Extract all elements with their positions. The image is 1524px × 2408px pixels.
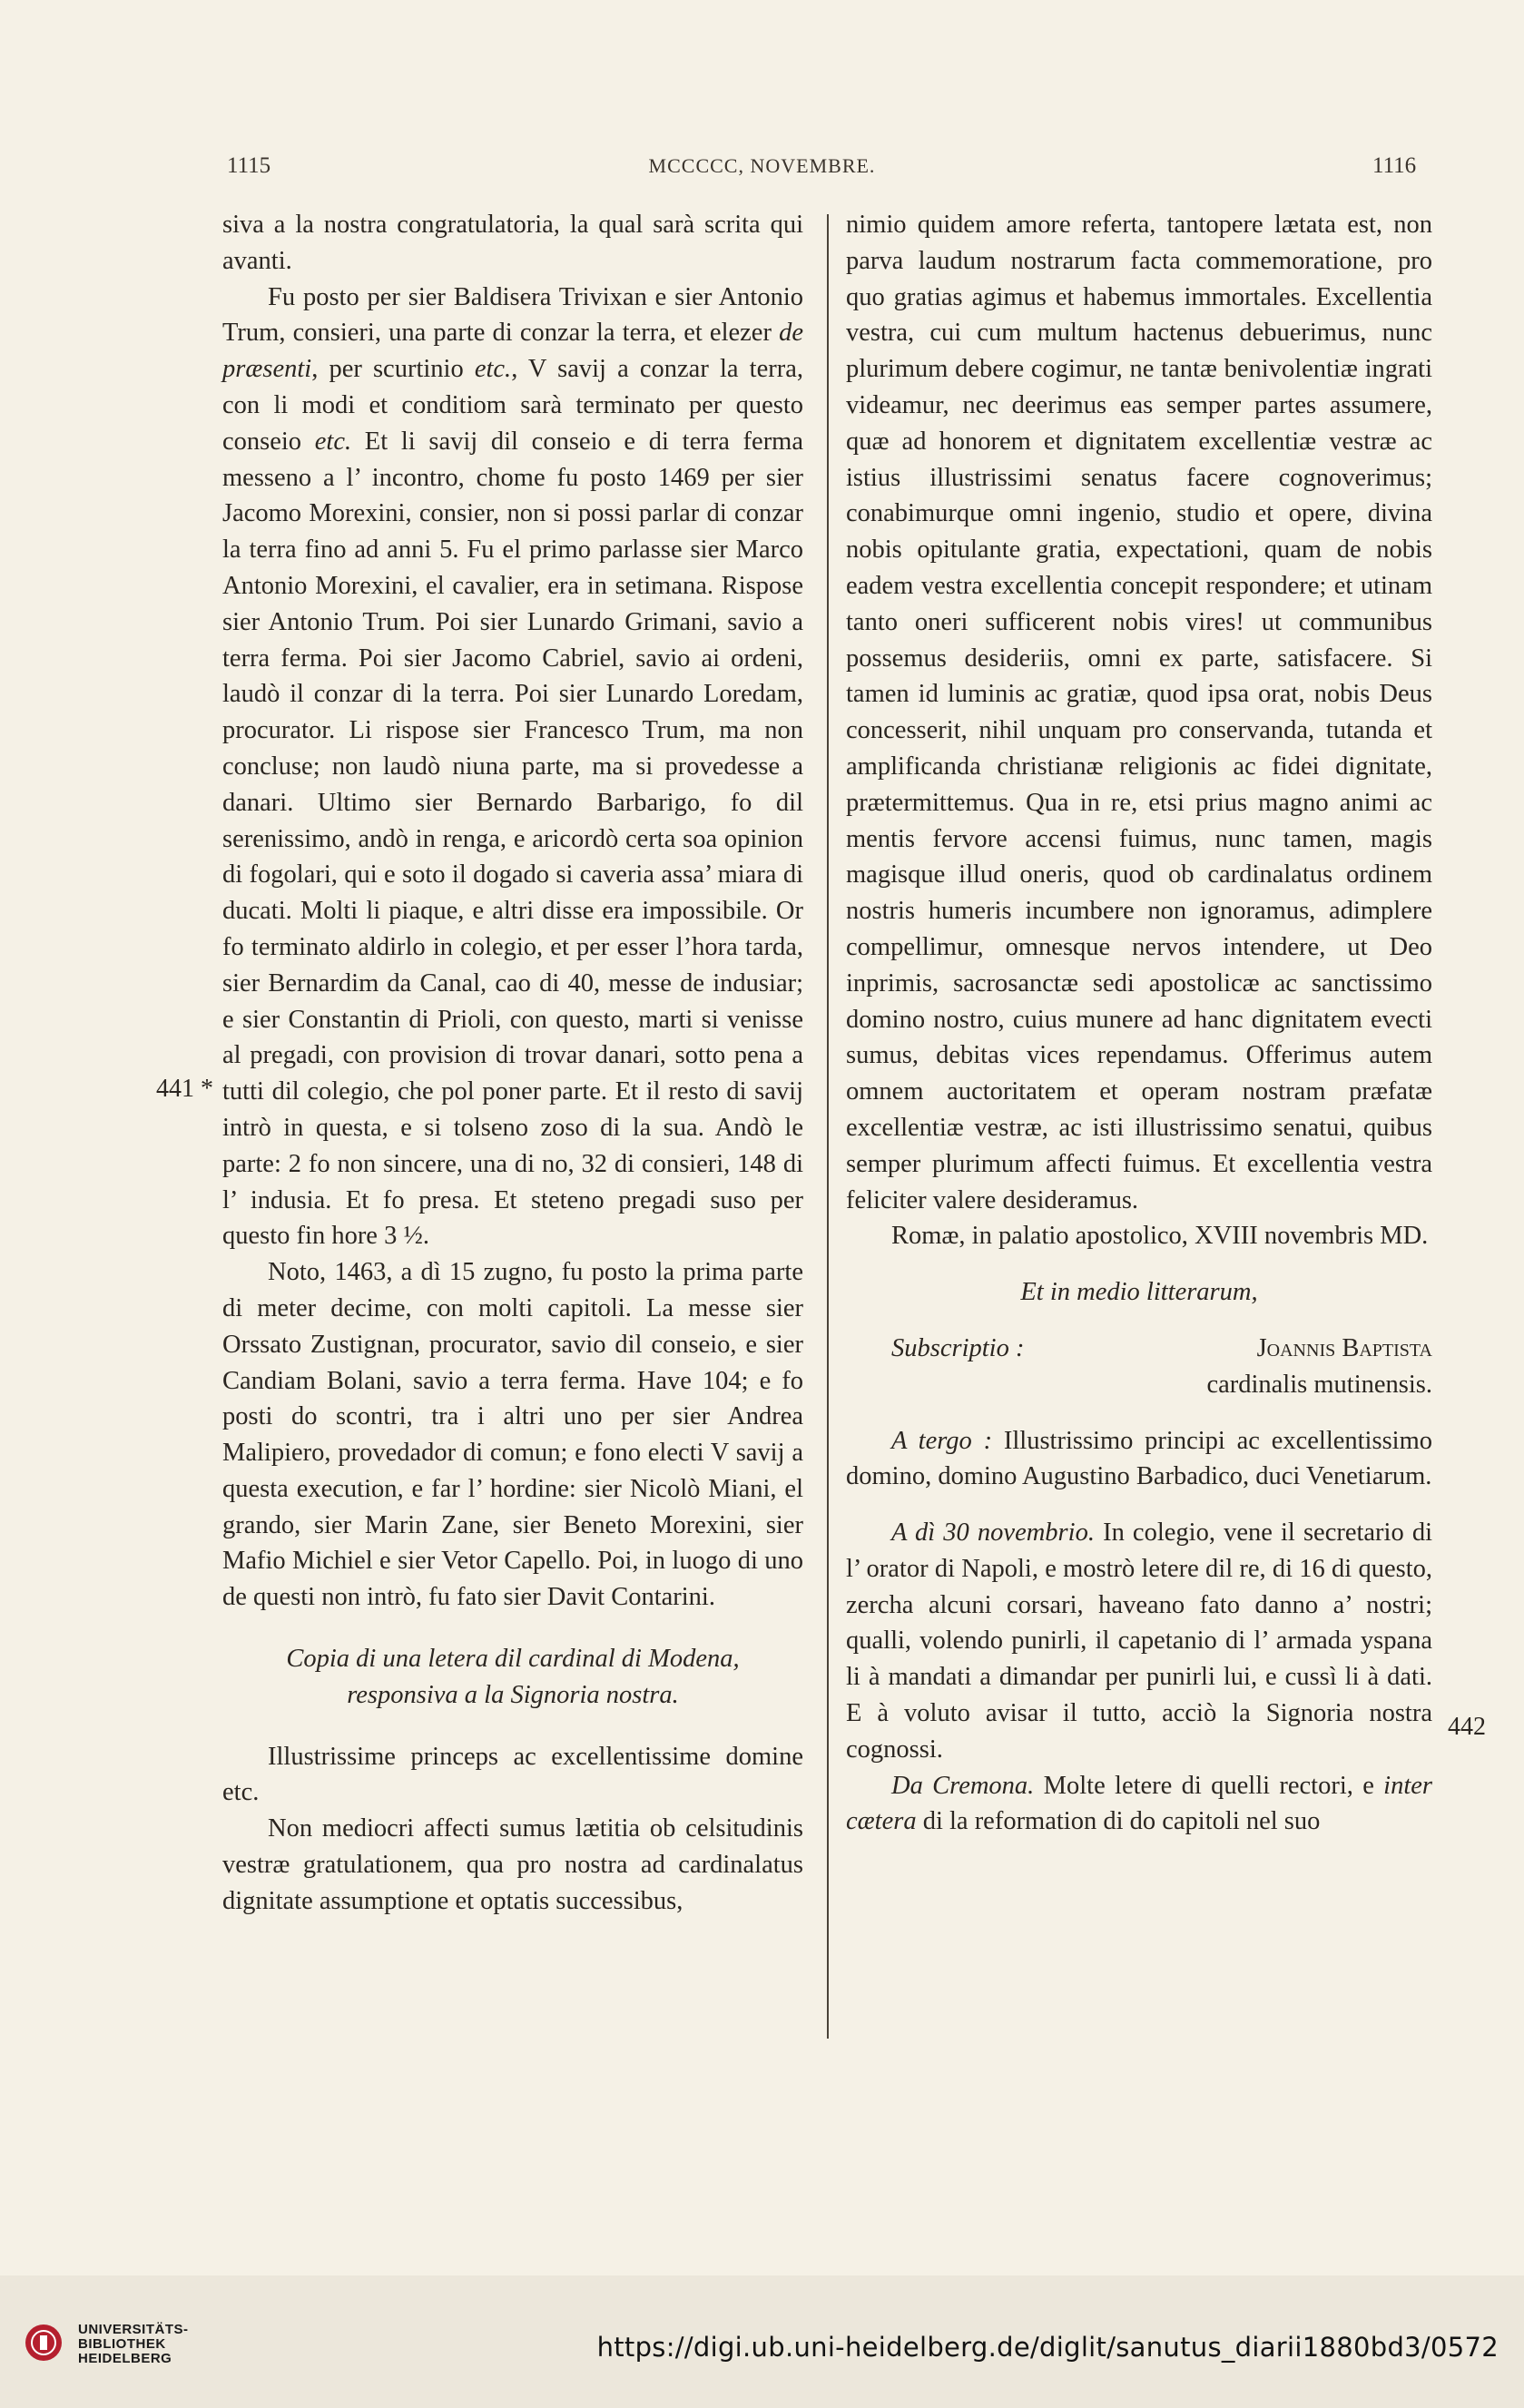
paragraph: nimio quidem amore referta, tantopere lætata est, non parva laudum nostrarum facta commemoratione, pro quo gratias agimus et habemus immortales. Excellentia vestra, cui cum multum hactenus debuerimus, nunc plurimum debere cogimur, ne tantæ benivolentiæ ingrati videamur, nec deerimus eas semper partes assumere, quæ ad honorem et dignitatem excellentiæ vestræ ac istius illustrissimi senatus facere cognoverimus; conabimurque omni ingenio, studio et opere, divina nobis opitulante gratia, expectationi, quam de nobis eadem vestra excellentia concepit respondere; et utinam tanto oneri sufficerent nobis vires! ut communibus possemus desideriis, omni ex parte, satisfacere. Si tamen id luminis ac gratiæ, quod ipsa orat, nobis Deus concesserit, nihil unquam pro conservanda, tutanda et amplificanda christianæ religionis ac fidei dignitate, prætermittemus. Qua in re, etsi prius magno animi ac mentis fervore accensi fuimus, nunc tamen, magis magisque illud oneris, quod ob cardinalatus ordinem nostris humeris incumbere non ignoramus, adimplere compellimur, omnesque nervos intendere, ut Deo inprimis, sacrosanctæ sedi apostolicæ ac sanctissimo domino nostro, cuius munere ad hanc dignitatem evecti sumus, debitas vices rependamus. Offerimus autem omnem auctoritatem et operam nostram præfatæ excellentiæ vestræ, ac isti illustrissimo senatui, quibus semper plurimum affecti fuimus. Et excellentia vestra feliciter valere desideramus. (846, 211, 1432, 1214)
university-seal-icon (24, 2323, 64, 2363)
subscription-line: Subscriptio : Joannis Baptista (891, 1333, 1432, 1362)
right-page-number: 1116 (1372, 153, 1417, 178)
left-column (222, 207, 803, 1920)
source-url-link[interactable]: https://digi.ub.uni-heidelberg.de/diglit/sanutus_diarii1880bd3/0572 (596, 2332, 1499, 2363)
paragraph: Et in medio litterarum, (1020, 1278, 1258, 1307)
column-divider (827, 214, 829, 2039)
paragraph: Romæ, in palatio apostolico, XVIII novembris MD. (891, 1222, 1429, 1251)
paragraph: siva a la nostra congratulatoria, la qual sarà scrita qui avanti. (222, 211, 803, 275)
paragraph: Da Cremona. Molte letere di quelli rectori, e inter cætera di la reformation di do capitoli nel suo (846, 1771, 1432, 1836)
running-header: MCCCCC, NOVEMBRE. (648, 154, 876, 177)
letter-heading: Copia di una letera dil cardinal di Modena, responsiva a la Signoria nostra. (286, 1645, 740, 1709)
paragraph: Non mediocri affecti sumus lætitia ob celsitudinis vestræ gratulationem, qua pro nostra ad cardinalatus dignitate assumptione et optatis successibus, (222, 1814, 803, 1915)
paragraph: cardinalis mutinensis. (1206, 1370, 1432, 1399)
paragraph: Fu posto per sier Baldisera Trivixan e sier Antonio Trum, consieri, una parte di conzar la terra, et elezer de præsenti, per scurtinio etc., V savij a conzar la terra, con li modi et conditiom sarà terminato per questo conseio etc. Et li savij dil conseio e di terra ferma messeno a l’ incontro, chome fu posto 1469 per sier Jacomo Morexini, consier, non si possi parlar di conzar la terra fino ad anni 5. Fu el primo parlasse sier Marco Antonio Morexini, el cavalier, era in setimana. Rispose sier Antonio Trum. Poi sier Lunardo Grimani, savio a terra ferma. Poi sier Jacomo Cabriel, savio ai ordeni, laudò il conzar di la terra. Poi sier Lunardo Loredam, procurator. Li rispose sier Francesco Trum, ma non concluse; non laudò niuna parte, ma si provedesse a danari. Ultimo sier Bernardo Barbarigo, fo dil serenissimo, andò in renga, e aricordò certa soa opinion di fogolari, qui e soto il dogado si caveria assa’ miara di ducati. Molti li piaque, e altri disse era impossibile. Or fo terminato aldirlo in colegio, et per esser l’hora tarda, sier Bernardim da Canal, cao di 40, messe de indusiar; e sier Constantin di Prioli, con questo, marti si venisse al pregadi, con provision di trovar danari, sotto pena a tutti dil colegio, che pol poner parte. Et il resto di savij intrò in questa, e si tolseno zoso di la sua. Andò le parte: 2 fo non sincere, una di no, 32 di consieri, 148 di l’ indusia. Et fo presa. Et steteno pregadi suso per questo fin hore 3 ½. (222, 282, 803, 1251)
paragraph: Noto, 1463, a dì 15 zugno, fu posto la prima parte di meter decime, con molti capitoli. La messe sier Orssato Zustignan, procurator, savio dil conseio, e sier Candiam Bolani, savio a terra ferma. Have 104; e fo posti do scontri, tra i altri uno per sier Andrea Malipiero, provedador di comun; e fono electi V savij a questa execution, e far l’ hordine: sier Nicolò Miani, el grando, sier Marin Zane, sier Beneto Morexini, sier Mafio Michiel e sier Vetor Capello. Poi, in luogo di uno de questi non intrò, fu fato sier Davit Contarini. (222, 1258, 803, 1612)
footer-bar (0, 2275, 1524, 2408)
margin-reference-left: 441 * (156, 1075, 213, 1103)
margin-reference-right: 442 (1448, 1713, 1486, 1741)
paragraph: A dì 30 novembrio. In colegio, vene il secretario di l’ orator di Napoli, e mostrò letere dil re, di 16 di questo, zercha alcuni corsari, haveano fato danno a’ nostri; qualli, volendo punirli, il capetanio di l’ armada yspana li à mandati a dimandar per punirli lui, e cussì li à dati. E à voluto avisar il tutto, acciò la Signoria nostra cognossi. (846, 1519, 1432, 1764)
library-logo-text: UNIVERSITÄTS- BIBLIOTHEK HEIDELBERG (78, 2322, 189, 2366)
paragraph: Illustrissime princeps ac excellentissime domine etc. (222, 1742, 803, 1807)
paragraph: A tergo : Illustrissimo principi ac excellentissimo domino, domino Augustino Barbadico, duci Venetiarum. (846, 1426, 1432, 1491)
left-page-number: 1115 (227, 153, 271, 178)
right-column (846, 207, 1432, 1840)
